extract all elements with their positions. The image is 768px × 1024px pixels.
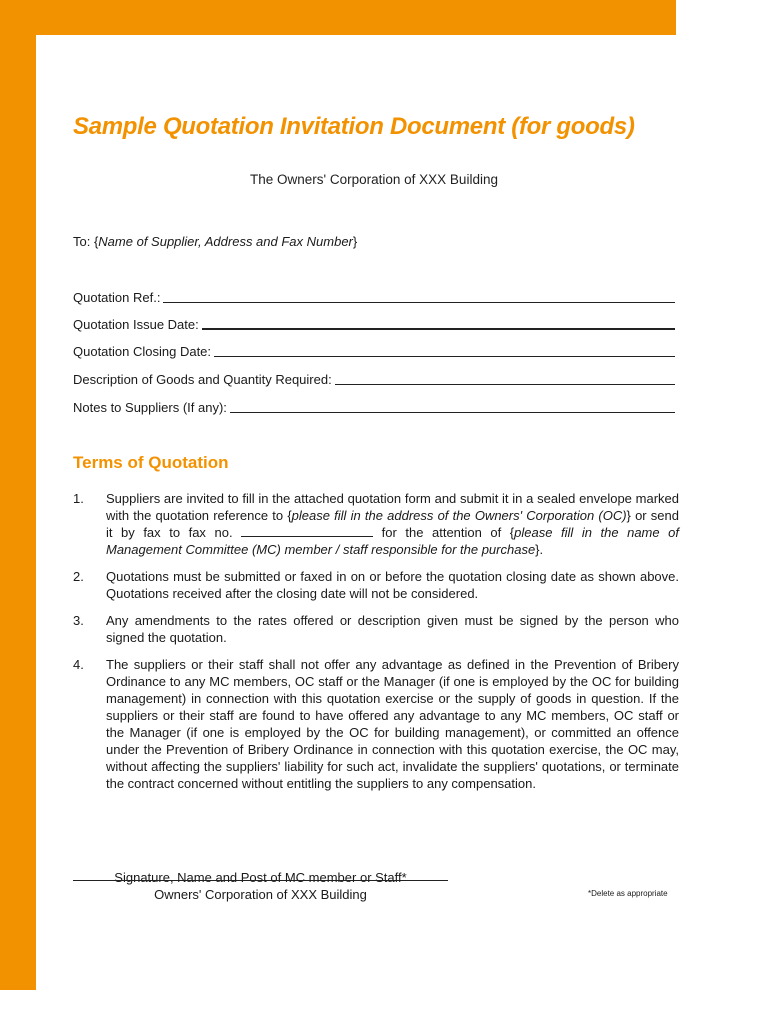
field-issue-date xyxy=(73,314,675,332)
term-text: Any amendments to the rates offered or description given must be signed by the person who signed the quotation. xyxy=(106,613,679,645)
term-italic-placeholder: please fill in the address of the Owners' Corporation (OC) xyxy=(291,508,627,523)
delete-note: *Delete as appropriate xyxy=(588,889,668,898)
term-number: 4. xyxy=(73,657,84,672)
term-text-part: for the attention of { xyxy=(373,525,515,540)
term-text xyxy=(106,490,679,558)
signature-caption: Signature, Name and Post of MC member or Staff* xyxy=(114,870,407,885)
field-goods-description xyxy=(73,369,675,387)
field-label: Notes to Suppliers (If any): xyxy=(73,400,227,415)
recipient-placeholder: Name of Supplier, Address and Fax Number xyxy=(98,234,353,249)
to-label: To: { xyxy=(73,234,99,249)
fill-in-line[interactable] xyxy=(202,328,675,330)
fill-in-line[interactable] xyxy=(214,356,675,357)
term-text-part: } or send it by fax to fax no. xyxy=(106,508,679,540)
field-label: Description of Goods and Quantity Required: xyxy=(73,372,332,387)
field-label: Quotation Closing Date: xyxy=(73,344,212,359)
term-italic-placeholder: please fill in the name of Management Committee (MC) member / staff responsible for the purchase xyxy=(106,525,680,557)
recipient-line xyxy=(73,234,357,249)
signature-organization: Owners' Corporation of XXX Building xyxy=(154,887,367,902)
term-text: The suppliers or their staff shall not offer any advantage as defined in the Prevention of Bribery Ordinance to any MC members, OC staff or the Manager (if one is employed by the OC for building management) in connection with this quotation exercise or the supply of goods in question. If the suppliers or their staff are found to have offered any advantage to any MC members, OC staff or the Manager (if one is employed by the OC for building management), or committed an offence under the Prevention of Bribery Ordinance in connection with this quotation exercise, the OC may, without affecting the suppliers' liability for such act, invalidate the suppliers' quotations, or terminate the contract concerned without entitling the suppliers to any compensation. xyxy=(106,657,679,791)
orange-frame-top xyxy=(0,0,676,35)
term-text: Quotations must be submitted or faxed in on or before the quotation closing date as shown above. Quotations received after the closing date will not be considered. xyxy=(106,569,679,601)
field-label: Quotation Issue Date: xyxy=(73,317,199,332)
terms-heading: Terms of Quotation xyxy=(73,453,229,472)
document-title: Sample Quotation Invitation Document (for goods) xyxy=(73,113,635,140)
field-notes-to-suppliers xyxy=(73,397,675,415)
fax-number-blank[interactable] xyxy=(241,525,373,537)
field-closing-date xyxy=(73,341,675,359)
term-number: 1. xyxy=(73,491,84,506)
term-number: 3. xyxy=(73,613,84,628)
to-close: } xyxy=(352,234,358,249)
fill-in-line[interactable] xyxy=(230,412,675,413)
term-number: 2. xyxy=(73,569,84,584)
field-quotation-ref xyxy=(73,287,675,305)
term-text-part: Suppliers are invited to fill in the attached quotation form and submit it in a sealed envelope marked with the quotation reference to { xyxy=(106,491,679,523)
field-label: Quotation Ref.: xyxy=(73,290,161,305)
frame-gap xyxy=(676,0,768,35)
signature-line[interactable] xyxy=(73,880,448,881)
orange-frame-left xyxy=(0,0,36,990)
fill-in-line[interactable] xyxy=(163,302,675,303)
organization-subtitle: The Owners' Corporation of XXX Building xyxy=(250,172,498,187)
term-text-part: }. xyxy=(535,542,544,557)
fill-in-line[interactable] xyxy=(335,384,675,385)
